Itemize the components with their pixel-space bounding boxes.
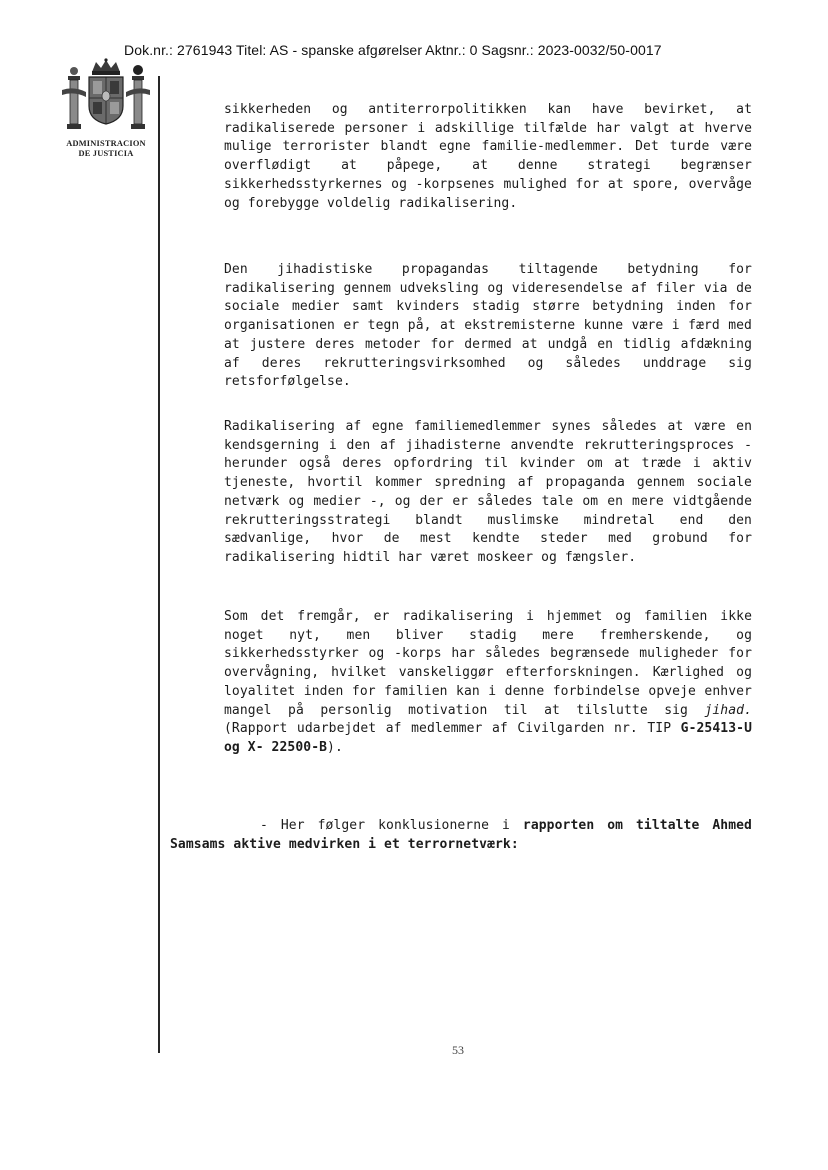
page-number: 53 [452, 1043, 464, 1057]
margin-rule [158, 76, 160, 1053]
paragraph-4-text-c: ). [327, 739, 343, 755]
paragraph-1: sikkerheden og antiterrorpolitikken kan have bevirket, at radikaliserede personer i adskillige tilfælde har valgt at hverve mulige terrorister blandt egne familie-medlemmer. Det turde være overflødigt at påpege, at denne strategi begrænser sikkerhedsstyrkernes og -korpsenes mulighed for at spore, overvåge og forebygge voldelig radikalisering. [224, 102, 752, 211]
report-reference: G-25413-U og X- 22500-B [224, 721, 752, 755]
seal-caption-line1: ADMINISTRACION [66, 139, 146, 148]
paragraph-4-text-a: Som det fremgår, er radikalisering i hjemmet og familien ikke noget nyt, men bliver stadig mere fremherskende, og sikkerhedsstyrker og -korps har således begrænsede muligheder for overvågning, hvilket vanskeliggør efterforskningen. Kærlighed og loyalitet inden for familien kan i denne forbindelse opveje enhver mangel på personlig motivation til at tilslutte sig [224, 609, 752, 718]
coat-of-arms-icon [58, 58, 154, 140]
paragraph-4-text-b: (Rapport udarbejdet af medlemmer af Civilgarden nr. TIP [224, 721, 681, 737]
paragraph-2: Den jihadistiske propagandas tiltagende betydning for radikalisering gennem udveksling og videresendelse af filer via de sociale medier samt kvinders stadig større betydning inden for organisationen er tegn på, at ekstremisterne kunne være i færd med at justere deres metoder for dermed at undgå en tidlig afdækning af deres rekrutteringsvirksomhed og således unddrage sig retsforfølgelse. [224, 262, 752, 390]
seal-caption [52, 139, 160, 159]
seal-caption-line2: DE JUSTICIA [78, 149, 134, 158]
paragraph-4 [224, 608, 752, 758]
conclusion-intro-text: - Her følger konklusionerne i [260, 818, 523, 833]
conclusion-intro [170, 817, 752, 854]
document-header: Dok.nr.: 2761943 Titel: AS - spanske afgørelser Aktnr.: 0 Sagsnr.: 2023-0032/50-0017 [124, 42, 662, 58]
conclusion-heading: rapporten om tiltalte Ahmed Samsams aktive medvirken i et terrornetværk: [170, 818, 752, 852]
paragraph-3: Radikalisering af egne familiemedlemmer synes således at være en kendsgerning i den af jihadisterne anvendte rekrutteringsproces - herunder også deres opfordring til kvinder om at træde i aktiv tjeneste, hvortil kommer spredning af propaganda gennem sociale netværk og medier -, og der er således tale om en mere vidtgående rekrutteringsstrategi blandt muslimske mindretal end den sædvanlige, hvor de mest kendte steder med grobund for radikalisering hidtil har været moskeer og fængsler. [224, 419, 752, 565]
jihad-term: jihad. [704, 702, 752, 718]
